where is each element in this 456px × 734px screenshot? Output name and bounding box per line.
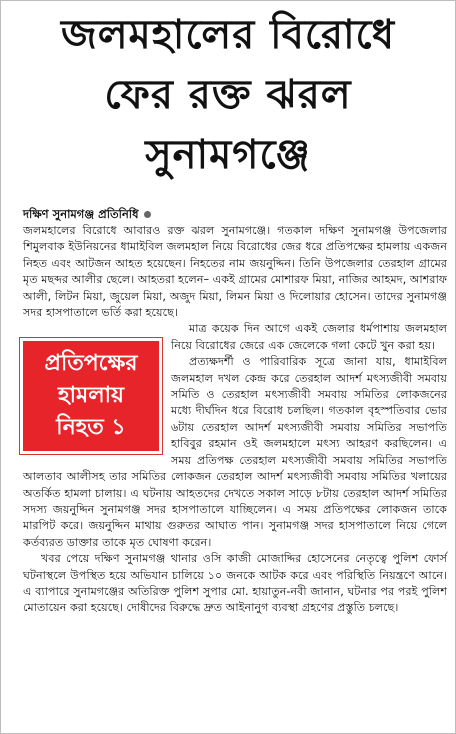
bullet-dot-icon [144, 211, 151, 218]
pull-quote-box [23, 341, 159, 451]
headline-line-3: সুনামগঞ্জে [145, 132, 311, 178]
pull-quote-line-3: নিহত ১ [56, 415, 126, 441]
paragraph-2: মাত্র কয়েক দিন আগে একই জেলার ধর্মপাশায় জলমহাল নিয়ে বিরোধের জেরে এক জেলেকে গলা কেটে খুন করা হয়। [171, 322, 447, 352]
paragraph-1: জলমহালের বিরোধে আবারও রক্ত ঝরল সুনামগঞ্জে। গতকাল দক্ষিণ সুনামগঞ্জ উপজেলার শিমুলবাক ইউনিয়নের ধামাইবিল জলমহাল নিয়ে বিরোধের জের ধরে প্রতিপক্ষের হামলায় একজন নিহত এবং আটজন আহত হয়েছেন। নিহতের নাম জয়নুদ্দিন। তিনি উপজেলার তেরহাল গ্রামের মৃত মছব্দর আলীর ছেলে। আহতরা হলেন– একই গ্রামের মোশারফ মিয়া, নাজির আহমদ, আশরাফ আলী, লিটন মিয়া, জুয়েল মিয়া, অজুদ মিয়া, লিমন মিয়া ও দিলোয়ার হোসেন। তাদের সুনামগঞ্জ সদর হাসপাতালে ভর্তি করা হয়েছে। [23, 224, 447, 320]
headline [1, 1, 455, 185]
article-body [23, 223, 447, 617]
headline-line-2: ফের রক্ত ঝরল [104, 72, 352, 118]
byline-text: দক্ষিণ সুনামগঞ্জ প্রতিনিধি [23, 207, 139, 221]
pull-quote-line-1: প্রতিপক্ষের [44, 351, 138, 377]
paragraph-3: প্রত্যক্ষদর্শী ও পারিবারিক সূত্রে জানা যায়, ধামাইবিল জলমহাল দখল কেন্দ্র করে তেরহাল আদর্শ মৎস্যজীবী সমবায় সমিতি ও তেরহাল মৎস্যজীবী সমবায় সমিতির লোকজনের মধ্যে দীর্ঘদিন ধরে বিরোধ চলছিল। গতকাল বৃহস্পতিবার ভোর ৬টায় তেরহাল আদর্শ মৎস্যজীবী সমবায় সমিতির সভাপতি হাবিবুর রহমান ওই জলমহালে মৎস্য আহরণ করছিলেন। এ সময় প্রতিপক্ষ তেরহাল মৎস্যজীবী সমবায় সমিতির সভাপতি আলতাব আলীসহ তার সমিতির লোকজন তেরহাল আদর্শ মৎস্যজীবী সমবায় সমিতির খলায়ের অতর্কিত হামলা চালায়। এ ঘটনায় আহতদের দেখতে সকাল সাড়ে ৮টায় তেরহাল আদর্শ সমিতির সদস্য জয়নুদ্দিন সুনামগঞ্জ সদর হাসপাতালে যাচ্ছিলেন। এ সময় প্রতিপক্ষের লোকজন তাকে মারপিট করে। জয়নুদ্দিন মাথায় গুরুতর আঘাত পান। সুনামগঞ্জ সদর হাসপাতালে নিয়ে গেলে কর্তব্যরত ডাক্তার তাকে মৃত ঘোষণা করেন। [23, 355, 447, 549]
paragraph-4: খবর পেয়ে দক্ষিণ সুনামগঞ্জ থানার ওসি কাজী মোজাদ্দির হোসেনের নেতৃত্বে পুলিশ ফোর্স ঘটনাস্থলে উপস্থিত হয়ে অভিযান চালিয়ে ১০ জনকে আটক করে এবং পরিস্থিতি নিয়ন্ত্রণে আনে। এ ব্যাপারে সুনামগঞ্জের অতিরিক্ত পুলিশ সুপার মো. হায়াতুন-নবী জানান, ঘটনার পর পরই পুলিশ মোতায়েন করা হয়েছে। দোষীদের বিরুদ্ধে দ্রুত আইনানুগ ব্যবস্থা গ্রহণের প্রস্তুতি চলছে। [23, 552, 447, 615]
pull-quote-line-2: হামলায় [58, 383, 124, 409]
headline-line-1: জলমহালের বিরোধে [60, 12, 396, 58]
